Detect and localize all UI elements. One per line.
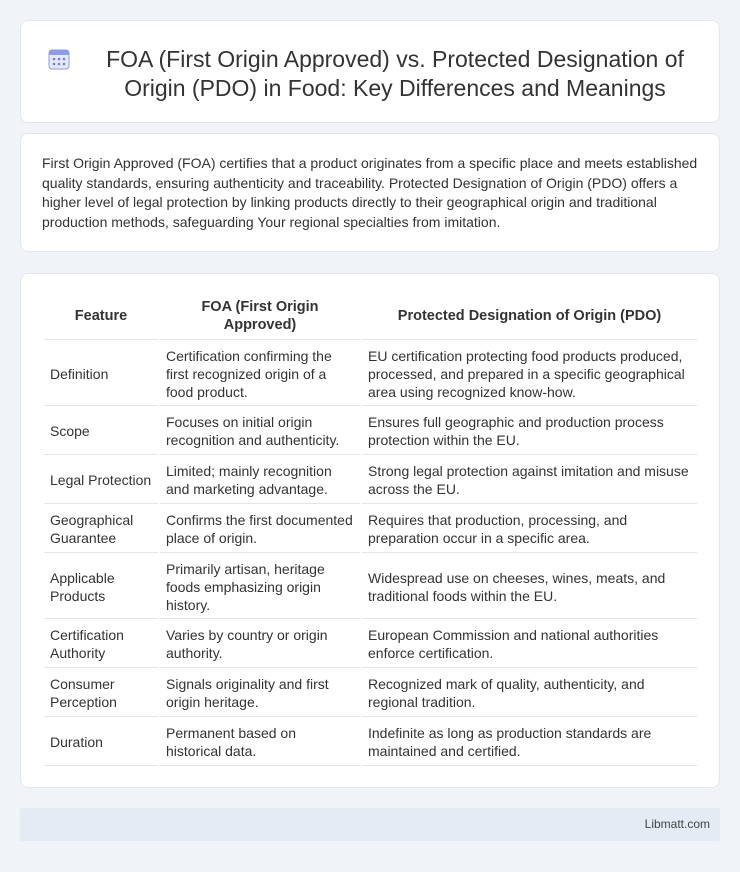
pdo-cell: European Commission and national authorities enforce certification. <box>362 621 697 668</box>
intro-card <box>20 133 720 252</box>
feature-cell: Certification Authority <box>44 621 158 668</box>
foa-cell: Permanent based on historical data. <box>160 719 360 766</box>
foa-cell: Varies by country or origin authority. <box>160 621 360 668</box>
feature-cell: Scope <box>44 408 158 455</box>
foa-cell: Confirms the first documented place of origin. <box>160 506 360 553</box>
table-row <box>44 342 697 406</box>
foa-cell: Signals originality and first origin heritage. <box>160 670 360 717</box>
foa-cell: Focuses on initial origin recognition and authenticity. <box>160 408 360 455</box>
table-row <box>44 555 697 619</box>
pdo-cell: Recognized mark of quality, authenticity, and regional tradition. <box>362 670 697 717</box>
feature-cell: Geographical Guarantee <box>44 506 158 553</box>
calendar-icon <box>47 47 71 71</box>
column-header-feature: Feature <box>44 295 158 340</box>
pdo-cell: EU certification protecting food products produced, processed, and prepared in a specific geographical area using recognized know-how. <box>362 342 697 406</box>
page-title: FOA (First Origin Approved) vs. Protected Designation of Origin (PDO) in Food: Key Differences and Meanings <box>106 46 684 101</box>
comparison-card <box>20 273 720 788</box>
pdo-cell: Widespread use on cheeses, wines, meats, and traditional foods within the EU. <box>362 555 697 619</box>
foa-cell: Primarily artisan, heritage foods emphasizing origin history. <box>160 555 360 619</box>
table-row <box>44 457 697 504</box>
table-row <box>44 621 697 668</box>
feature-cell: Consumer Perception <box>44 670 158 717</box>
table-row <box>44 670 697 717</box>
pdo-cell: Strong legal protection against imitation and misuse across the EU. <box>362 457 697 504</box>
feature-cell: Applicable Products <box>44 555 158 619</box>
feature-cell: Definition <box>44 342 158 406</box>
feature-cell: Duration <box>44 719 158 766</box>
footer-bar <box>20 808 720 841</box>
column-header-pdo: Protected Designation of Origin (PDO) <box>362 295 697 340</box>
footer-site-link[interactable]: Libmatt.com <box>644 817 710 831</box>
foa-cell: Limited; mainly recognition and marketing advantage. <box>160 457 360 504</box>
pdo-cell: Indefinite as long as production standards are maintained and certified. <box>362 719 697 766</box>
table-row <box>44 719 697 766</box>
pdo-cell: Ensures full geographic and production process protection within the EU. <box>362 408 697 455</box>
pdo-cell: Requires that production, processing, and preparation occur in a specific area. <box>362 506 697 553</box>
foa-cell: Certification confirming the first recognized origin of a food product. <box>160 342 360 406</box>
comparison-table <box>42 293 699 768</box>
table-row <box>44 506 697 553</box>
table-header-row <box>44 295 697 340</box>
title-card <box>20 20 720 123</box>
column-header-foa: FOA (First Origin Approved) <box>160 295 360 340</box>
table-row <box>44 408 697 455</box>
intro-paragraph: First Origin Approved (FOA) certifies that a product originates from a specific place and meets established quality standards, ensuring authenticity and traceability. Protected Designation of Origin (PDO) offers a higher level of legal protection by linking products directly to their geographical origin and traditional production methods, safeguarding Your regional specialties from imitation. <box>42 155 698 230</box>
feature-cell: Legal Protection <box>44 457 158 504</box>
